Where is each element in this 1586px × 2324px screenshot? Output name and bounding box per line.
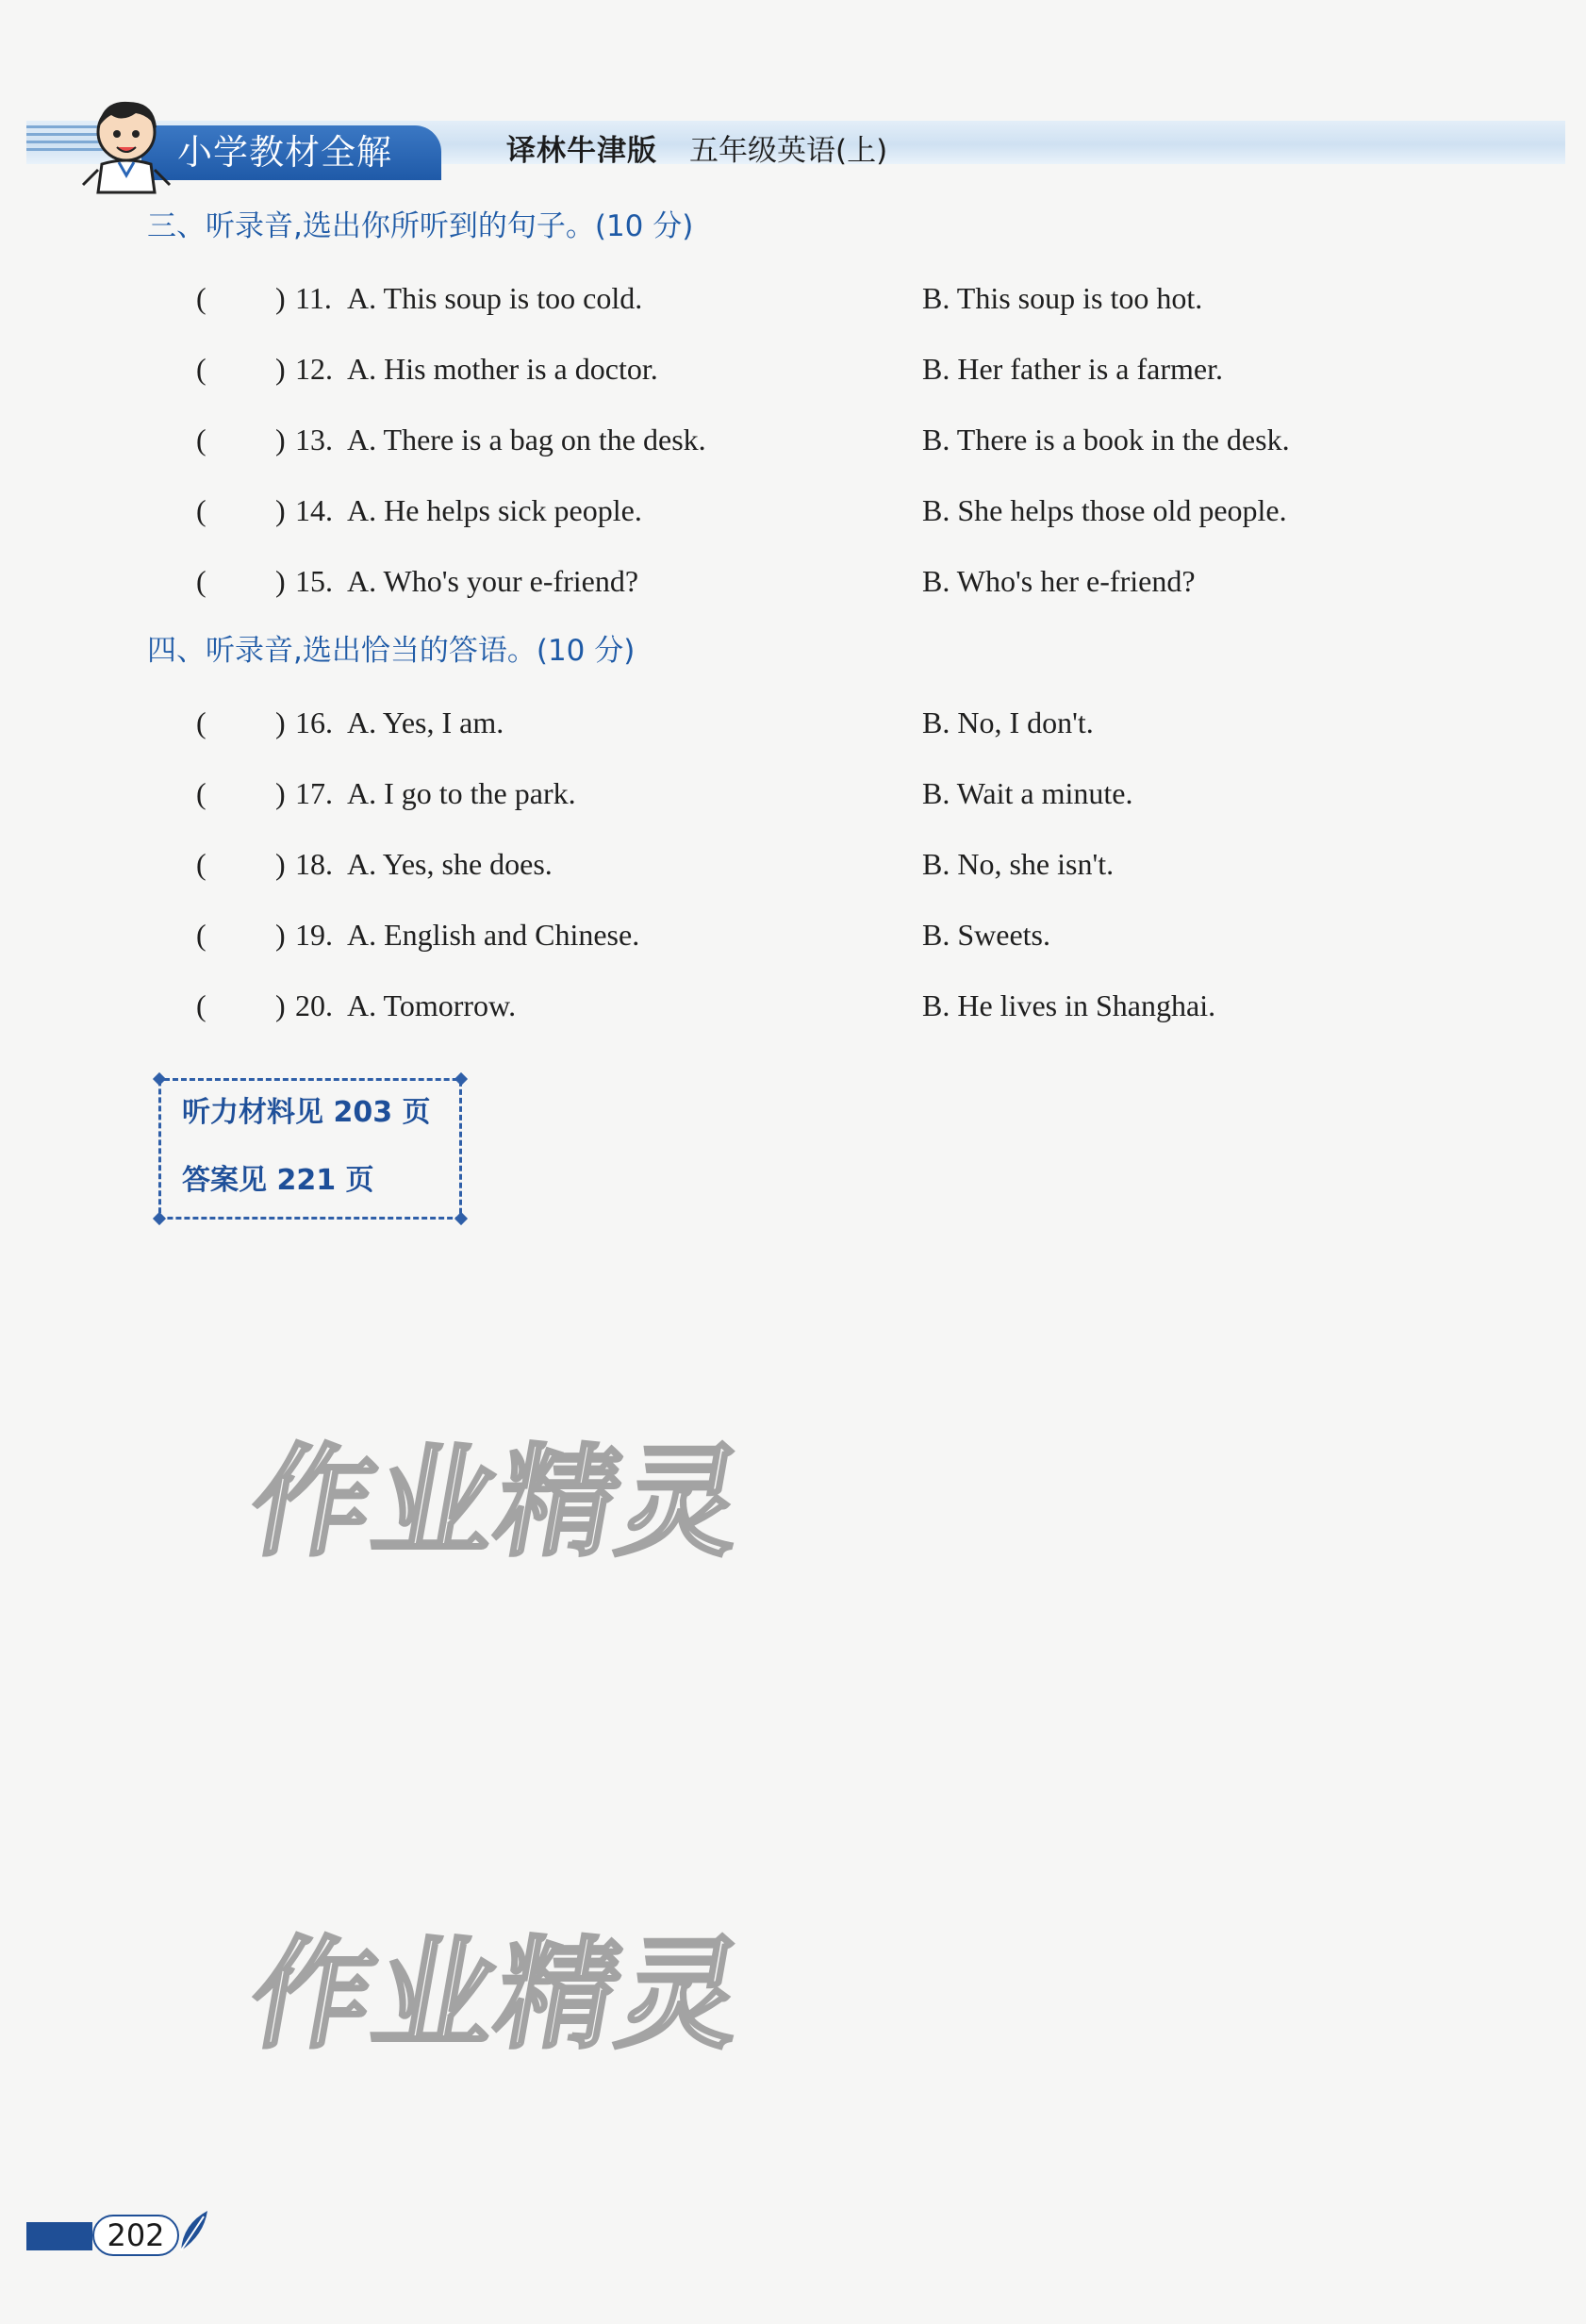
- edition-label: 译林牛津版: [506, 134, 657, 168]
- option-b: B. Wait a minute.: [922, 776, 1133, 810]
- option-a: A. This soup is too cold.: [347, 281, 643, 315]
- answer-blank-open[interactable]: (: [196, 281, 207, 315]
- answer-blank-open[interactable]: (: [196, 706, 207, 739]
- answer-blank-open[interactable]: (: [196, 918, 207, 952]
- question-row: [0, 910, 1586, 959]
- question-number: 16.: [295, 706, 333, 739]
- option-b: B. Sweets.: [922, 918, 1050, 952]
- boy-mascot-icon: [74, 91, 179, 196]
- option-a: A. He helps sick people.: [347, 493, 642, 527]
- question-number: 14.: [295, 493, 333, 527]
- question-row: [0, 486, 1586, 535]
- section-3-heading: 三、听录音,选出你所听到的句子。(10 分): [147, 209, 694, 243]
- question-row: [0, 344, 1586, 393]
- option-b: B. Her father is a farmer.: [922, 352, 1223, 386]
- option-a: A. His mother is a doctor.: [347, 352, 658, 386]
- option-b: B. Who's her e-friend?: [922, 564, 1196, 598]
- question-number: 15.: [295, 564, 333, 598]
- answer-blank-close: ): [275, 776, 286, 810]
- question-row: [0, 981, 1586, 1030]
- answer-blank-close: ): [275, 564, 286, 598]
- option-b: B. This soup is too hot.: [922, 281, 1203, 315]
- brand-tab: 小学教材全解: [141, 125, 441, 180]
- option-b: B. No, I don't.: [922, 706, 1094, 739]
- question-number: 12.: [295, 352, 333, 386]
- question-row: [0, 556, 1586, 606]
- option-b: B. There is a book in the desk.: [922, 423, 1290, 456]
- listening-material-reference: 听力材料见 203 页: [182, 1096, 431, 1129]
- answer-blank-close: ): [275, 988, 286, 1022]
- question-row: [0, 415, 1586, 464]
- answer-blank-open[interactable]: (: [196, 988, 207, 1022]
- option-a: A. Tomorrow.: [347, 988, 517, 1022]
- reference-box: [158, 1078, 462, 1220]
- question-number: 19.: [295, 918, 333, 952]
- option-a: A. Yes, I am.: [347, 706, 504, 739]
- answer-blank-close: ): [275, 847, 286, 881]
- answer-blank-close: ): [275, 493, 286, 527]
- footer-bar: [26, 2222, 92, 2250]
- page-number: 202: [92, 2215, 179, 2256]
- answer-blank-close: ): [275, 281, 286, 315]
- section-4-heading: 四、听录音,选出恰当的答语。(10 分): [147, 634, 636, 668]
- watermark: 作业精灵: [240, 1433, 756, 1573]
- question-number: 17.: [295, 776, 333, 810]
- question-row: [0, 769, 1586, 818]
- answer-blank-close: ): [275, 918, 286, 952]
- answer-blank-open[interactable]: (: [196, 352, 207, 386]
- book-title: [506, 128, 887, 174]
- question-row: [0, 698, 1586, 747]
- leaf-icon: [175, 2207, 213, 2254]
- answer-blank-close: ): [275, 706, 286, 739]
- question-row: [0, 274, 1586, 323]
- answer-blank-close: ): [275, 352, 286, 386]
- watermark: 作业精灵: [240, 1925, 756, 2066]
- answer-blank-open[interactable]: (: [196, 564, 207, 598]
- question-number: 11.: [295, 281, 332, 315]
- answer-blank-open[interactable]: (: [196, 847, 207, 881]
- option-b: B. No, she isn't.: [922, 847, 1115, 881]
- answer-blank-open[interactable]: (: [196, 423, 207, 456]
- option-a: A. There is a bag on the desk.: [347, 423, 706, 456]
- option-a: A. Yes, she does.: [347, 847, 553, 881]
- answer-blank-close: ): [275, 423, 286, 456]
- question-number: 13.: [295, 423, 333, 456]
- option-a: A. I go to the park.: [347, 776, 576, 810]
- option-b: B. She helps those old people.: [922, 493, 1287, 527]
- answer-reference: 答案见 221 页: [182, 1164, 374, 1197]
- question-number: 18.: [295, 847, 333, 881]
- option-b: B. He lives in Shanghai.: [922, 988, 1216, 1022]
- option-a: A. Who's your e-friend?: [347, 564, 639, 598]
- answer-blank-open[interactable]: (: [196, 493, 207, 527]
- book-label: 五年级英语(上): [689, 134, 888, 168]
- option-a: A. English and Chinese.: [347, 918, 640, 952]
- answer-blank-open[interactable]: (: [196, 776, 207, 810]
- question-row: [0, 839, 1586, 888]
- question-number: 20.: [295, 988, 333, 1022]
